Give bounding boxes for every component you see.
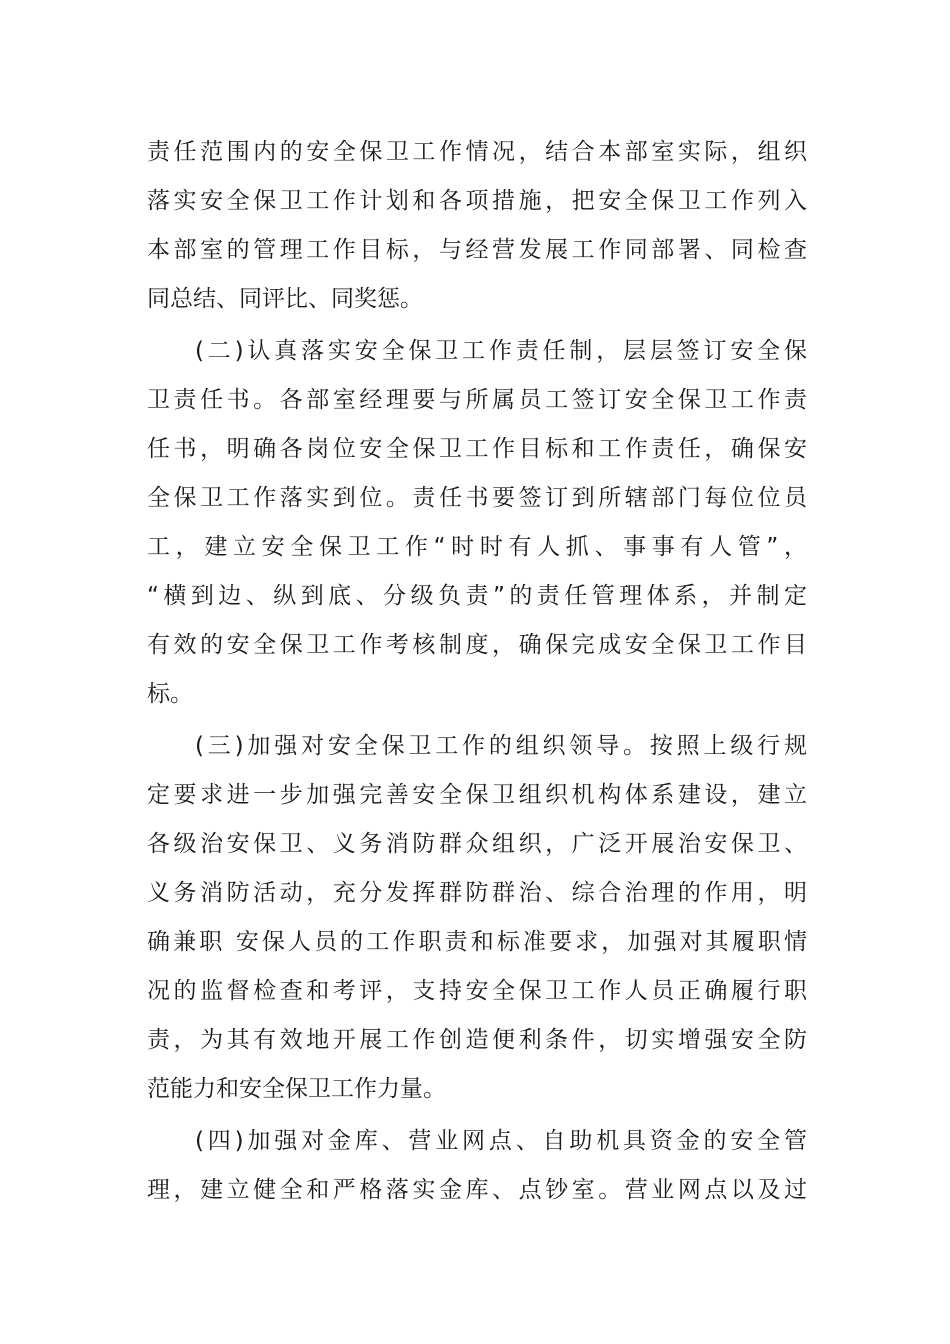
text-line: 本部室的管理工作目标，与经营发展工作同部署、同检查 [147,237,807,263]
text-line: 工，建立安全保卫工作“时时有人抓、事事有人管”， [147,534,807,560]
text-line: 况的监督检查和考评，支持安全保卫工作人员正确履行职 [147,978,807,1004]
text-line: “横到边、纵到底、分级负责”的责任管理体系，并制定 [147,583,807,609]
text-line: 各级治安保卫、义务消防群众组织，广泛开展治安保卫、 [147,831,807,857]
text-line: 全保卫工作落实到位。责任书要签订到所辖部门每位位员 [147,485,807,511]
text-line: 义务消防活动，充分发挥群防群治、综合治理的作用，明 [147,880,807,906]
text-line: 范能力和安全保卫工作力量。 [147,1076,446,1102]
text-line: 责任范围内的安全保卫工作情况，结合本部室实际，组织 [147,139,807,165]
text-line: 确兼职 安保人员的工作职责和标准要求，加强对其履职情 [147,929,807,955]
text-line: 卫责任书。各部室经理要与所属员工签订安全保卫工作责 [147,387,807,413]
text-line: 标。 [147,681,193,707]
text-line: 有效的安全保卫工作考核制度，确保完成安全保卫工作目 [147,632,807,658]
text-line: 同总结、同评比、同奖惩。 [147,286,423,312]
paragraph-first-line: (二)认真落实安全保卫工作责任制，层层签订安全保 [195,338,807,364]
text-line: 定要求进一步加强完善安全保卫组织机构体系建设，建立 [147,782,807,808]
text-line: 任书，明确各岗位安全保卫工作目标和工作责任，确保安 [147,436,807,462]
paragraph-first-line: (三)加强对安全保卫工作的组织领导。按照上级行规 [195,733,807,759]
text-line: 落实安全保卫工作计划和各项措施，把安全保卫工作列入 [147,188,807,214]
text-line: 责，为其有效地开展工作创造便利条件，切实增强安全防 [147,1027,807,1053]
paragraph-first-line: (四)加强对金库、营业网点、自助机具资金的安全管 [195,1128,807,1154]
text-line: 理，建立健全和严格落实金库、点钞室。营业网点以及过 [147,1177,807,1203]
